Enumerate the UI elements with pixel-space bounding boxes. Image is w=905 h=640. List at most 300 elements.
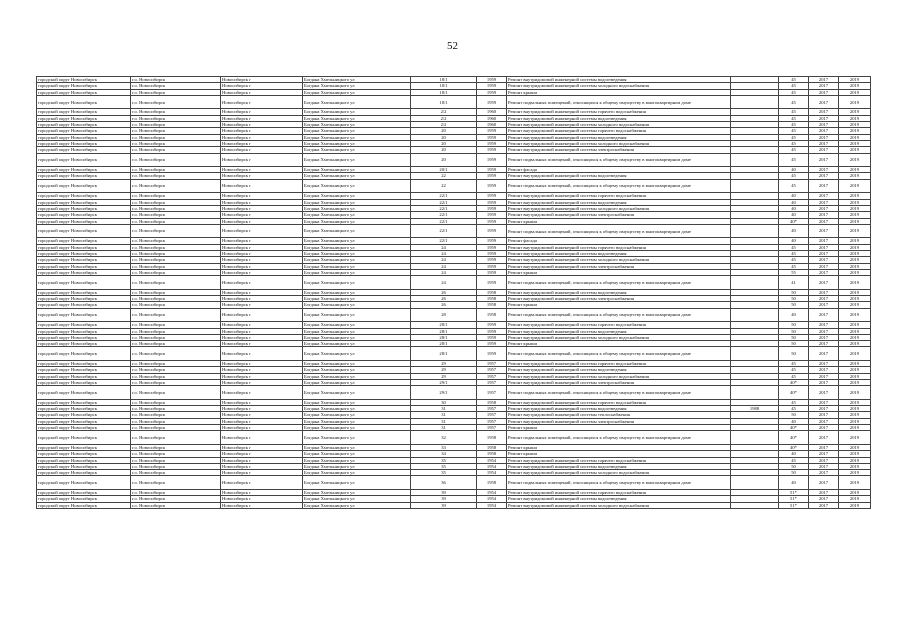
cell-municipality: городской округ Новосибирск — [37, 302, 131, 308]
cell-service-life: 45 — [779, 134, 809, 140]
cell-build-year: 1959 — [477, 167, 507, 173]
cell-municipality: городской округ Новосибирск — [37, 418, 131, 424]
cell-service-life: 40 — [779, 212, 809, 218]
cell-house-number: 20 — [411, 147, 477, 153]
cell-city: Новосибирск г — [221, 205, 303, 211]
cell-street: Богдана Хмельницкого ул — [303, 367, 411, 373]
cell-plan-year-end: 2019 — [839, 244, 871, 250]
cell-city: Новосибирск г — [221, 361, 303, 367]
cell-municipality: городской округ Новосибирск — [37, 406, 131, 412]
table-row — [37, 179, 871, 193]
cell-city: Новосибирск г — [221, 302, 303, 308]
cell-build-year: 1959 — [477, 347, 507, 361]
cell-settlement-type: г.о. Новосибирск — [131, 238, 221, 244]
cell-street: Богдана Хмельницкого ул — [303, 134, 411, 140]
cell-municipality: городской округ Новосибирск — [37, 379, 131, 385]
cell-city: Новосибирск г — [221, 147, 303, 153]
cell-service-life: 40 — [779, 224, 809, 238]
cell-work-type: Ремонт внутридомовой инженерной системы горячего водоснабжения — [507, 322, 731, 328]
cell-house-number: 18/1 — [411, 77, 477, 83]
cell-street: Богдана Хмельницкого ул — [303, 457, 411, 463]
cell-city: Новосибирск г — [221, 83, 303, 89]
cell-house-number: 28/1 — [411, 322, 477, 328]
cell-street: Богдана Хмельницкого ул — [303, 122, 411, 128]
cell-work-type: Ремонт крыши — [507, 341, 731, 347]
cell-street: Богдана Хмельницкого ул — [303, 115, 411, 121]
cell-exploitation-year: 1988 — [731, 406, 779, 412]
cell-service-life: 40* — [779, 431, 809, 445]
cell-build-year: 1959 — [477, 263, 507, 269]
cell-plan-year-end: 2019 — [839, 140, 871, 146]
cell-street: Богдана Хмельницкого ул — [303, 179, 411, 193]
cell-city: Новосибирск г — [221, 502, 303, 508]
cell-house-number: 28/1 — [411, 347, 477, 361]
cell-plan-year-start: 2017 — [809, 224, 839, 238]
cell-street: Богдана Хмельницкого ул — [303, 379, 411, 385]
cell-city: Новосибирск г — [221, 244, 303, 250]
cell-street: Богдана Хмельницкого ул — [303, 451, 411, 457]
cell-settlement-type: г.о. Новосибирск — [131, 496, 221, 502]
cell-city: Новосибирск г — [221, 457, 303, 463]
cell-service-life: 45 — [779, 373, 809, 379]
cell-house-number: 31 — [411, 418, 477, 424]
cell-plan-year-end: 2019 — [839, 347, 871, 361]
cell-settlement-type: г.о. Новосибирск — [131, 179, 221, 193]
cell-plan-year-end: 2019 — [839, 122, 871, 128]
cell-plan-year-start: 2017 — [809, 399, 839, 405]
cell-exploitation-year — [731, 502, 779, 508]
cell-plan-year-end: 2019 — [839, 89, 871, 95]
cell-plan-year-end: 2019 — [839, 406, 871, 412]
cell-city: Новосибирск г — [221, 379, 303, 385]
cell-plan-year-end: 2019 — [839, 134, 871, 140]
cell-municipality: городской округ Новосибирск — [37, 95, 131, 109]
cell-service-life: 45 — [779, 179, 809, 193]
cell-street: Богдана Хмельницкого ул — [303, 361, 411, 367]
cell-city: Новосибирск г — [221, 308, 303, 322]
cell-street: Богдана Хмельницкого ул — [303, 224, 411, 238]
cell-service-life: 45 — [779, 128, 809, 134]
cell-build-year: 1959 — [477, 199, 507, 205]
cell-service-life: 50 — [779, 347, 809, 361]
cell-service-life: 45 — [779, 140, 809, 146]
cell-city: Новосибирск г — [221, 341, 303, 347]
cell-build-year: 1959 — [477, 238, 507, 244]
cell-plan-year-start: 2017 — [809, 289, 839, 295]
cell-plan-year-end: 2019 — [839, 425, 871, 431]
cell-municipality: городской округ Новосибирск — [37, 457, 131, 463]
cell-street: Богдана Хмельницкого ул — [303, 257, 411, 263]
cell-house-number: 28/1 — [411, 341, 477, 347]
cell-settlement-type: г.о. Новосибирск — [131, 218, 221, 224]
cell-work-type: Ремонт внутридомовой инженерной системы горячего водоснабжения — [507, 128, 731, 134]
cell-municipality: городской округ Новосибирск — [37, 476, 131, 490]
cell-city: Новосибирск г — [221, 134, 303, 140]
cell-street: Богдана Хмельницкого ул — [303, 289, 411, 295]
cell-settlement-type: г.о. Новосибирск — [131, 463, 221, 469]
cell-plan-year-start: 2017 — [809, 95, 839, 109]
cell-municipality: городской округ Новосибирск — [37, 77, 131, 83]
cell-exploitation-year — [731, 386, 779, 400]
cell-city: Новосибирск г — [221, 334, 303, 340]
cell-work-type: Ремонт подвальных помещений, относящихся к общему имуществу в многоквартирном доме — [507, 224, 731, 238]
cell-municipality: городской округ Новосибирск — [37, 502, 131, 508]
cell-plan-year-start: 2017 — [809, 476, 839, 490]
cell-house-number: 28/1 — [411, 334, 477, 340]
cell-city: Новосибирск г — [221, 199, 303, 205]
cell-plan-year-start: 2017 — [809, 140, 839, 146]
cell-plan-year-start: 2017 — [809, 269, 839, 275]
cell-settlement-type: г.о. Новосибирск — [131, 451, 221, 457]
cell-municipality: городской округ Новосибирск — [37, 89, 131, 95]
cell-municipality: городской округ Новосибирск — [37, 128, 131, 134]
cell-settlement-type: г.о. Новосибирск — [131, 367, 221, 373]
cell-municipality: городской округ Новосибирск — [37, 470, 131, 476]
table-row — [37, 95, 871, 109]
cell-service-life: 40 — [779, 308, 809, 322]
cell-settlement-type: г.о. Новосибирск — [131, 347, 221, 361]
cell-city: Новосибирск г — [221, 425, 303, 431]
cell-settlement-type: г.о. Новосибирск — [131, 431, 221, 445]
cell-service-life: 50 — [779, 328, 809, 334]
cell-service-life: 40 — [779, 199, 809, 205]
cell-city: Новосибирск г — [221, 77, 303, 83]
cell-settlement-type: г.о. Новосибирск — [131, 205, 221, 211]
cell-city: Новосибирск г — [221, 153, 303, 167]
cell-build-year: 1954 — [477, 496, 507, 502]
cell-service-life: 40 — [779, 205, 809, 211]
cell-build-year: 1960 — [477, 115, 507, 121]
cell-municipality: городской округ Новосибирск — [37, 83, 131, 89]
cell-work-type: Ремонт подвальных помещений, относящихся к общему имуществу в многоквартирном доме — [507, 276, 731, 290]
cell-street: Богдана Хмельницкого ул — [303, 199, 411, 205]
cell-city: Новосибирск г — [221, 179, 303, 193]
cell-house-number: 20/1 — [411, 167, 477, 173]
cell-settlement-type: г.о. Новосибирск — [131, 373, 221, 379]
cell-municipality: городской округ Новосибирск — [37, 251, 131, 257]
cell-plan-year-end: 2019 — [839, 444, 871, 450]
cell-plan-year-start: 2017 — [809, 276, 839, 290]
cell-service-life: 40 — [779, 476, 809, 490]
cell-work-type: Ремонт крыши — [507, 269, 731, 275]
cell-build-year: 1958 — [477, 451, 507, 457]
cell-city: Новосибирск г — [221, 128, 303, 134]
cell-plan-year-start: 2017 — [809, 179, 839, 193]
cell-house-number: 39 — [411, 502, 477, 508]
cell-work-type: Ремонт внутридомовой инженерной системы горячего водоснабжения — [507, 490, 731, 496]
cell-settlement-type: г.о. Новосибирск — [131, 276, 221, 290]
cell-plan-year-end: 2019 — [839, 399, 871, 405]
cell-house-number: 24 — [411, 263, 477, 269]
cell-city: Новосибирск г — [221, 109, 303, 115]
cell-city: Новосибирск г — [221, 296, 303, 302]
cell-street: Богдана Хмельницкого ул — [303, 128, 411, 134]
cell-municipality: городской округ Новосибирск — [37, 334, 131, 340]
cell-service-life: 45 — [779, 115, 809, 121]
cell-plan-year-start: 2017 — [809, 122, 839, 128]
cell-plan-year-start: 2017 — [809, 238, 839, 244]
cell-city: Новосибирск г — [221, 224, 303, 238]
cell-work-type: Ремонт внутридомовой инженерной системы водоотведения — [507, 134, 731, 140]
cell-street: Богдана Хмельницкого ул — [303, 373, 411, 379]
cell-build-year: 1957 — [477, 425, 507, 431]
cell-work-type: Ремонт внутридомовой инженерной системы электроснабжения — [507, 418, 731, 424]
cell-build-year: 1954 — [477, 457, 507, 463]
cell-house-number: 22 — [411, 179, 477, 193]
cell-settlement-type: г.о. Новосибирск — [131, 122, 221, 128]
cell-municipality: городской округ Новосибирск — [37, 328, 131, 334]
cell-plan-year-start: 2017 — [809, 308, 839, 322]
cell-build-year: 1958 — [477, 296, 507, 302]
cell-house-number: 28/1 — [411, 328, 477, 334]
cell-municipality: городской округ Новосибирск — [37, 122, 131, 128]
cell-city: Новосибирск г — [221, 399, 303, 405]
cell-municipality: городской округ Новосибирск — [37, 463, 131, 469]
cell-settlement-type: г.о. Новосибирск — [131, 289, 221, 295]
cell-plan-year-start: 2017 — [809, 173, 839, 179]
cell-city: Новосибирск г — [221, 251, 303, 257]
cell-work-type: Ремонт внутридомовой инженерной системы водоотведения — [507, 199, 731, 205]
cell-work-type: Ремонт внутридомовой инженерной системы электроснабжения — [507, 296, 731, 302]
cell-street: Богдана Хмельницкого ул — [303, 341, 411, 347]
cell-settlement-type: г.о. Новосибирск — [131, 134, 221, 140]
cell-settlement-type: г.о. Новосибирск — [131, 244, 221, 250]
cell-service-life: 50 — [779, 463, 809, 469]
cell-service-life: 40 — [779, 418, 809, 424]
cell-plan-year-start: 2017 — [809, 373, 839, 379]
cell-plan-year-start: 2017 — [809, 386, 839, 400]
cell-build-year: 1959 — [477, 276, 507, 290]
cell-service-life: 40* — [779, 444, 809, 450]
cell-plan-year-end: 2019 — [839, 296, 871, 302]
cell-settlement-type: г.о. Новосибирск — [131, 296, 221, 302]
cell-house-number: 22/1 — [411, 224, 477, 238]
cell-service-life: 50 — [779, 296, 809, 302]
cell-city: Новосибирск г — [221, 328, 303, 334]
cell-plan-year-end: 2019 — [839, 502, 871, 508]
cell-build-year: 1954 — [477, 490, 507, 496]
cell-street: Богдана Хмельницкого ул — [303, 328, 411, 334]
cell-municipality: городской округ Новосибирск — [37, 373, 131, 379]
table-row — [37, 431, 871, 445]
cell-work-type: Ремонт внутридомовой инженерной системы водоотведения — [507, 173, 731, 179]
cell-exploitation-year — [731, 308, 779, 322]
cell-work-type: Ремонт внутридомовой инженерной системы горячего водоснабжения — [507, 399, 731, 405]
cell-city: Новосибирск г — [221, 431, 303, 445]
cell-service-life: 50 — [779, 412, 809, 418]
cell-plan-year-end: 2019 — [839, 328, 871, 334]
cell-plan-year-start: 2017 — [809, 496, 839, 502]
cell-city: Новосибирск г — [221, 418, 303, 424]
cell-street: Богдана Хмельницкого ул — [303, 140, 411, 146]
cell-build-year: 1959 — [477, 179, 507, 193]
cell-house-number: 20 — [411, 134, 477, 140]
cell-municipality: городской округ Новосибирск — [37, 296, 131, 302]
cell-work-type: Ремонт крыши — [507, 302, 731, 308]
cell-plan-year-end: 2019 — [839, 451, 871, 457]
cell-municipality: городской округ Новосибирск — [37, 257, 131, 263]
cell-municipality: городской округ Новосибирск — [37, 179, 131, 193]
cell-municipality: городской округ Новосибирск — [37, 205, 131, 211]
cell-settlement-type: г.о. Новосибирск — [131, 444, 221, 450]
cell-municipality: городской округ Новосибирск — [37, 289, 131, 295]
cell-city: Новосибирск г — [221, 367, 303, 373]
cell-plan-year-start: 2017 — [809, 153, 839, 167]
cell-street: Богдана Хмельницкого ул — [303, 347, 411, 361]
cell-street: Богдана Хмельницкого ул — [303, 502, 411, 508]
cell-build-year: 1959 — [477, 153, 507, 167]
cell-service-life: 45 — [779, 457, 809, 463]
cell-municipality: городской округ Новосибирск — [37, 173, 131, 179]
cell-settlement-type: г.о. Новосибирск — [131, 457, 221, 463]
cell-plan-year-end: 2019 — [839, 218, 871, 224]
cell-service-life: 51* — [779, 490, 809, 496]
cell-build-year: 1960 — [477, 122, 507, 128]
cell-municipality: городской округ Новосибирск — [37, 341, 131, 347]
cell-settlement-type: г.о. Новосибирск — [131, 386, 221, 400]
cell-municipality: городской округ Новосибирск — [37, 224, 131, 238]
cell-house-number: 39 — [411, 490, 477, 496]
cell-plan-year-start: 2017 — [809, 77, 839, 83]
cell-work-type: Ремонт внутридомовой инженерной системы горячего водоснабжения — [507, 193, 731, 199]
cell-municipality: городской округ Новосибирск — [37, 109, 131, 115]
cell-municipality: городской округ Новосибирск — [37, 212, 131, 218]
cell-street: Богдана Хмельницкого ул — [303, 425, 411, 431]
cell-city: Новосибирск г — [221, 269, 303, 275]
cell-work-type: Ремонт подвальных помещений, относящихся к общему имуществу в многоквартирном доме — [507, 308, 731, 322]
cell-plan-year-start: 2017 — [809, 251, 839, 257]
cell-city: Новосибирск г — [221, 451, 303, 457]
cell-plan-year-end: 2019 — [839, 128, 871, 134]
cell-work-type: Ремонт внутридомовой инженерной системы водоотведения — [507, 496, 731, 502]
cell-settlement-type: г.о. Новосибирск — [131, 361, 221, 367]
cell-municipality: городской округ Новосибирск — [37, 444, 131, 450]
cell-settlement-type: г.о. Новосибирск — [131, 341, 221, 347]
cell-work-type: Ремонт крыши — [507, 218, 731, 224]
cell-build-year: 1958 — [477, 444, 507, 450]
cell-work-type: Ремонт внутридомовой инженерной системы горячего водоснабжения — [507, 361, 731, 367]
cell-build-year: 1959 — [477, 77, 507, 83]
cell-house-number: 31 — [411, 425, 477, 431]
cell-work-type: Ремонт фасада — [507, 238, 731, 244]
cell-settlement-type: г.о. Новосибирск — [131, 77, 221, 83]
cell-plan-year-start: 2017 — [809, 199, 839, 205]
cell-service-life: 40* — [779, 425, 809, 431]
cell-plan-year-end: 2019 — [839, 276, 871, 290]
cell-service-life: 40* — [779, 379, 809, 385]
cell-plan-year-start: 2017 — [809, 109, 839, 115]
cell-plan-year-start: 2017 — [809, 502, 839, 508]
cell-build-year: 1959 — [477, 328, 507, 334]
cell-plan-year-start: 2017 — [809, 334, 839, 340]
cell-service-life: 40 — [779, 193, 809, 199]
cell-settlement-type: г.о. Новосибирск — [131, 95, 221, 109]
cell-build-year: 1958 — [477, 302, 507, 308]
cell-build-year: 1959 — [477, 140, 507, 146]
cell-street: Богдана Хмельницкого ул — [303, 153, 411, 167]
cell-city: Новосибирск г — [221, 373, 303, 379]
cell-municipality: городской округ Новосибирск — [37, 361, 131, 367]
cell-house-number: 32 — [411, 431, 477, 445]
cell-settlement-type: г.о. Новосибирск — [131, 302, 221, 308]
cell-city: Новосибирск г — [221, 347, 303, 361]
cell-service-life: 50 — [779, 289, 809, 295]
cell-municipality: городской округ Новосибирск — [37, 263, 131, 269]
cell-house-number: 31 — [411, 406, 477, 412]
cell-build-year: 1959 — [477, 251, 507, 257]
cell-city: Новосибирск г — [221, 115, 303, 121]
cell-plan-year-end: 2019 — [839, 457, 871, 463]
cell-service-life: 45 — [779, 83, 809, 89]
cell-house-number: 35 — [411, 463, 477, 469]
cell-work-type: Ремонт внутридомовой инженерной системы холодного водоснабжения — [507, 83, 731, 89]
cell-street: Богдана Хмельницкого ул — [303, 212, 411, 218]
cell-work-type: Ремонт внутридомовой инженерной системы водоотведения — [507, 289, 731, 295]
cell-build-year: 1957 — [477, 361, 507, 367]
cell-municipality: городской округ Новосибирск — [37, 269, 131, 275]
cell-service-life: 45 — [779, 122, 809, 128]
cell-build-year: 1958 — [477, 431, 507, 445]
cell-work-type: Ремонт крыши — [507, 451, 731, 457]
cell-build-year: 1958 — [477, 476, 507, 490]
cell-house-number: 20 — [411, 153, 477, 167]
cell-house-number: 18/1 — [411, 83, 477, 89]
cell-settlement-type: г.о. Новосибирск — [131, 406, 221, 412]
cell-plan-year-end: 2019 — [839, 379, 871, 385]
cell-municipality: городской округ Новосибирск — [37, 490, 131, 496]
cell-work-type: Ремонт крыши — [507, 89, 731, 95]
cell-work-type: Ремонт внутридомовой инженерной системы электроснабжения — [507, 379, 731, 385]
cell-plan-year-start: 2017 — [809, 83, 839, 89]
cell-work-type: Ремонт внутридомовой инженерной системы горячего водоснабжения — [507, 109, 731, 115]
cell-build-year: 1959 — [477, 128, 507, 134]
cell-settlement-type: г.о. Новосибирск — [131, 173, 221, 179]
cell-plan-year-end: 2019 — [839, 193, 871, 199]
cell-service-life: 45 — [779, 361, 809, 367]
cell-plan-year-end: 2019 — [839, 147, 871, 153]
cell-plan-year-start: 2017 — [809, 328, 839, 334]
cell-municipality: городской округ Новосибирск — [37, 244, 131, 250]
cell-house-number: 22/1 — [411, 199, 477, 205]
cell-street: Богдана Хмельницкого ул — [303, 205, 411, 211]
cell-city: Новосибирск г — [221, 122, 303, 128]
cell-plan-year-end: 2019 — [839, 496, 871, 502]
cell-street: Богдана Хмельницкого ул — [303, 399, 411, 405]
cell-settlement-type: г.о. Новосибирск — [131, 224, 221, 238]
cell-service-life: 50 — [779, 341, 809, 347]
cell-settlement-type: г.о. Новосибирск — [131, 153, 221, 167]
cell-house-number: 30 — [411, 399, 477, 405]
cell-work-type: Ремонт подвальных помещений, относящихся к общему имуществу в многоквартирном доме — [507, 95, 731, 109]
cell-house-number: 22/1 — [411, 212, 477, 218]
cell-plan-year-start: 2017 — [809, 257, 839, 263]
cell-service-life: 40 — [779, 451, 809, 457]
table-body — [37, 77, 871, 509]
cell-street: Богдана Хмельницкого ул — [303, 418, 411, 424]
cell-plan-year-start: 2017 — [809, 205, 839, 211]
cell-exploitation-year — [731, 95, 779, 109]
cell-plan-year-start: 2017 — [809, 134, 839, 140]
cell-settlement-type: г.о. Новосибирск — [131, 263, 221, 269]
cell-build-year: 1959 — [477, 257, 507, 263]
cell-service-life: 45 — [779, 244, 809, 250]
cell-municipality: городской округ Новосибирск — [37, 193, 131, 199]
cell-service-life: 45 — [779, 251, 809, 257]
cell-settlement-type: г.о. Новосибирск — [131, 334, 221, 340]
cell-build-year: 1959 — [477, 224, 507, 238]
cell-build-year: 1959 — [477, 269, 507, 275]
cell-settlement-type: г.о. Новосибирск — [131, 476, 221, 490]
